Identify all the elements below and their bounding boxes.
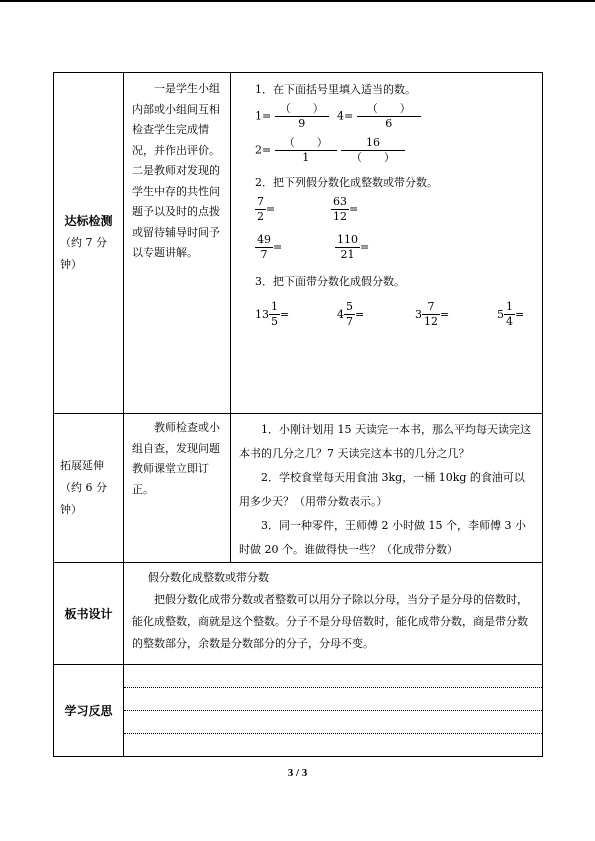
- row-test-label-cell: [54, 73, 124, 414]
- q2-items: [255, 193, 532, 271]
- row-test: [54, 73, 543, 414]
- q3-item-1: 13 $\frac{1}{5}$ =: [255, 300, 290, 328]
- q1-item-4: [341, 136, 405, 165]
- row-extend-time: （约 6 分钟）: [60, 481, 107, 516]
- fraction: $\frac{( )}{9}$: [275, 102, 329, 131]
- q2-item-1: $\frac{7}{2}$ =: [257, 195, 276, 223]
- q1-title: 1．在下面括号里填入适当的数。: [255, 83, 416, 96]
- q1-items: [255, 100, 532, 172]
- fraction: $\frac{( )}{6}$: [357, 102, 421, 131]
- q3-item-4: 5 $\frac{1}{4}$ =: [497, 300, 525, 328]
- row-test-label: 达标检测: [64, 214, 113, 228]
- q3-item-2: 4 $\frac{5}{7}$ =: [337, 300, 365, 328]
- row-extend-note-cell: [124, 414, 231, 563]
- q3-title: 3．把下面带分数化成假分数。: [255, 275, 405, 288]
- extend-problem-3: 3．同一种零件，王师傅 2 小时做 15 个，李师傅 3 小时做 20 个。谁做得快一些？（化成带分数）: [239, 519, 526, 556]
- row-reflect-lines-cell: [124, 665, 543, 757]
- row-test-note-cell: [124, 73, 231, 414]
- board-text: 把假分数化成带分数或者整数可以用分子除以分母，当分子是分母的倍数时，能化成整数，商就是这个整数。分子不是分母倍数时，能化成带分数，商是带分数的整数部分，余数是分数部分的分子，分母不变。: [132, 593, 528, 650]
- row-board-content-cell: [124, 563, 543, 665]
- page-number: 3 / 3: [287, 767, 308, 779]
- row-reflect-label: 学习反思: [64, 704, 113, 718]
- row-test-time: （约 7 分钟）: [60, 236, 107, 271]
- row-extend-note: 教师检查或小组自查，发现问题教师课堂立即订正。: [132, 421, 220, 496]
- header-rule: [0, 0, 595, 2]
- fraction: $\frac{( )}{1}$: [275, 136, 337, 165]
- lesson-table: [53, 72, 543, 757]
- row-extend-content-cell: [231, 414, 543, 563]
- q2-title: 2．把下列假分数化成整数或带分数。: [255, 176, 438, 189]
- board-title: 假分数化成整数或带分数: [148, 571, 269, 584]
- row-test-note: 一是学生小组内部或小组间互相检查学生完成情况，并作出评价。二是教师对发现的学生中存的共性问题予以及时的点拨或留待辅导时间予以专题讲解。: [132, 82, 220, 259]
- extend-problem-2: 2．学校食堂每天用食油 3kg，一桶 10kg 的食油可以用多少天？（用带分数表示。）: [239, 471, 525, 508]
- row-extend-label: 拓展延伸: [60, 459, 104, 472]
- q3-item-3: 3 $\frac{7}{12}$ =: [415, 300, 450, 328]
- row-board-label-cell: [54, 563, 124, 665]
- row-reflect: [54, 665, 543, 757]
- q3-items: [255, 292, 532, 342]
- q1-item-2: 4= $\frac{( )}{6}$: [337, 102, 421, 131]
- q2-item-3: $\frac{49}{7}$ =: [257, 233, 283, 261]
- writing-line: [124, 733, 542, 734]
- extend-problem-1: 1．小刚计划用 15 天读完一本书，那么平均每天读完这本书的几分之几？7 天读完这本书的几分之几？: [239, 423, 531, 460]
- q2-item-4: $\frac{110}{21}$ =: [337, 233, 370, 261]
- row-extend-label-cell: [54, 414, 124, 563]
- row-board-label: 板书设计: [64, 607, 113, 621]
- q2-item-2: $\frac{63}{12}$ =: [333, 195, 359, 223]
- q1-item-1: 1= $\frac{( )}{9}$: [255, 102, 329, 131]
- q1-item-3: 2= $\frac{( )}{1}$: [255, 136, 337, 165]
- row-test-content-cell: [231, 73, 543, 414]
- row-reflect-label-cell: [54, 665, 124, 757]
- row-extend: [54, 414, 543, 563]
- row-board: [54, 563, 543, 665]
- fraction: $\frac{16}{( )}$: [341, 136, 405, 165]
